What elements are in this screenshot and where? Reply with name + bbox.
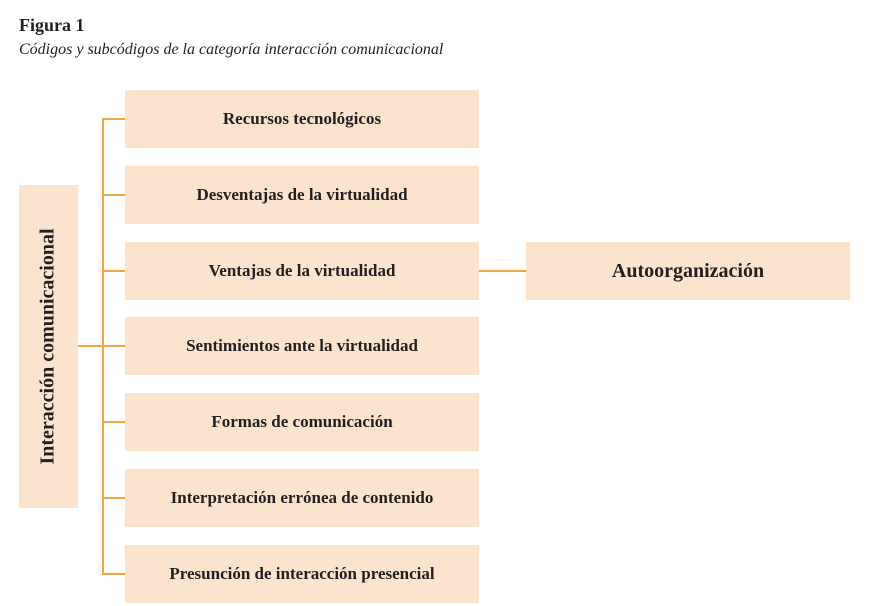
branch-connector-5 [102, 421, 125, 423]
branch-connector-2 [102, 194, 125, 196]
subcode-label: Interpretación errónea de contenido [170, 488, 434, 507]
subcode-label: Recursos tecnológicos [222, 109, 382, 128]
root-connector [78, 345, 103, 347]
link-connector [479, 270, 526, 272]
branch-connector-7 [102, 573, 125, 575]
subcode-box [125, 90, 479, 148]
subcode-box [125, 393, 479, 451]
subcode-label: Sentimientos ante la virtualidad [186, 336, 418, 355]
root-category-box [19, 185, 78, 508]
subcode-box [125, 545, 479, 603]
branch-connector-4 [102, 345, 125, 347]
subcode-label: Formas de comunicación [211, 412, 393, 431]
branch-connector-3 [102, 270, 125, 272]
linked-code-box [526, 242, 850, 300]
figure-caption: Códigos y subcódigos de la categoría interacción comunicacional [19, 41, 444, 58]
linked-code-label: Autoorganización [611, 259, 765, 282]
figure-label: Figura 1 [19, 15, 85, 35]
subcode-box [125, 469, 479, 527]
subcode-box [125, 166, 479, 224]
subcode-box [125, 242, 479, 300]
branch-connector-6 [102, 497, 125, 499]
subcode-label: Desventajas de la virtualidad [196, 185, 408, 204]
root-category-label: Interacción comunicacional [37, 228, 59, 465]
branch-connector-1 [102, 118, 125, 120]
subcode-label: Ventajas de la virtualidad [208, 261, 396, 280]
subcode-box [125, 317, 479, 375]
subcode-label: Presunción de interacción presencial [169, 564, 435, 583]
